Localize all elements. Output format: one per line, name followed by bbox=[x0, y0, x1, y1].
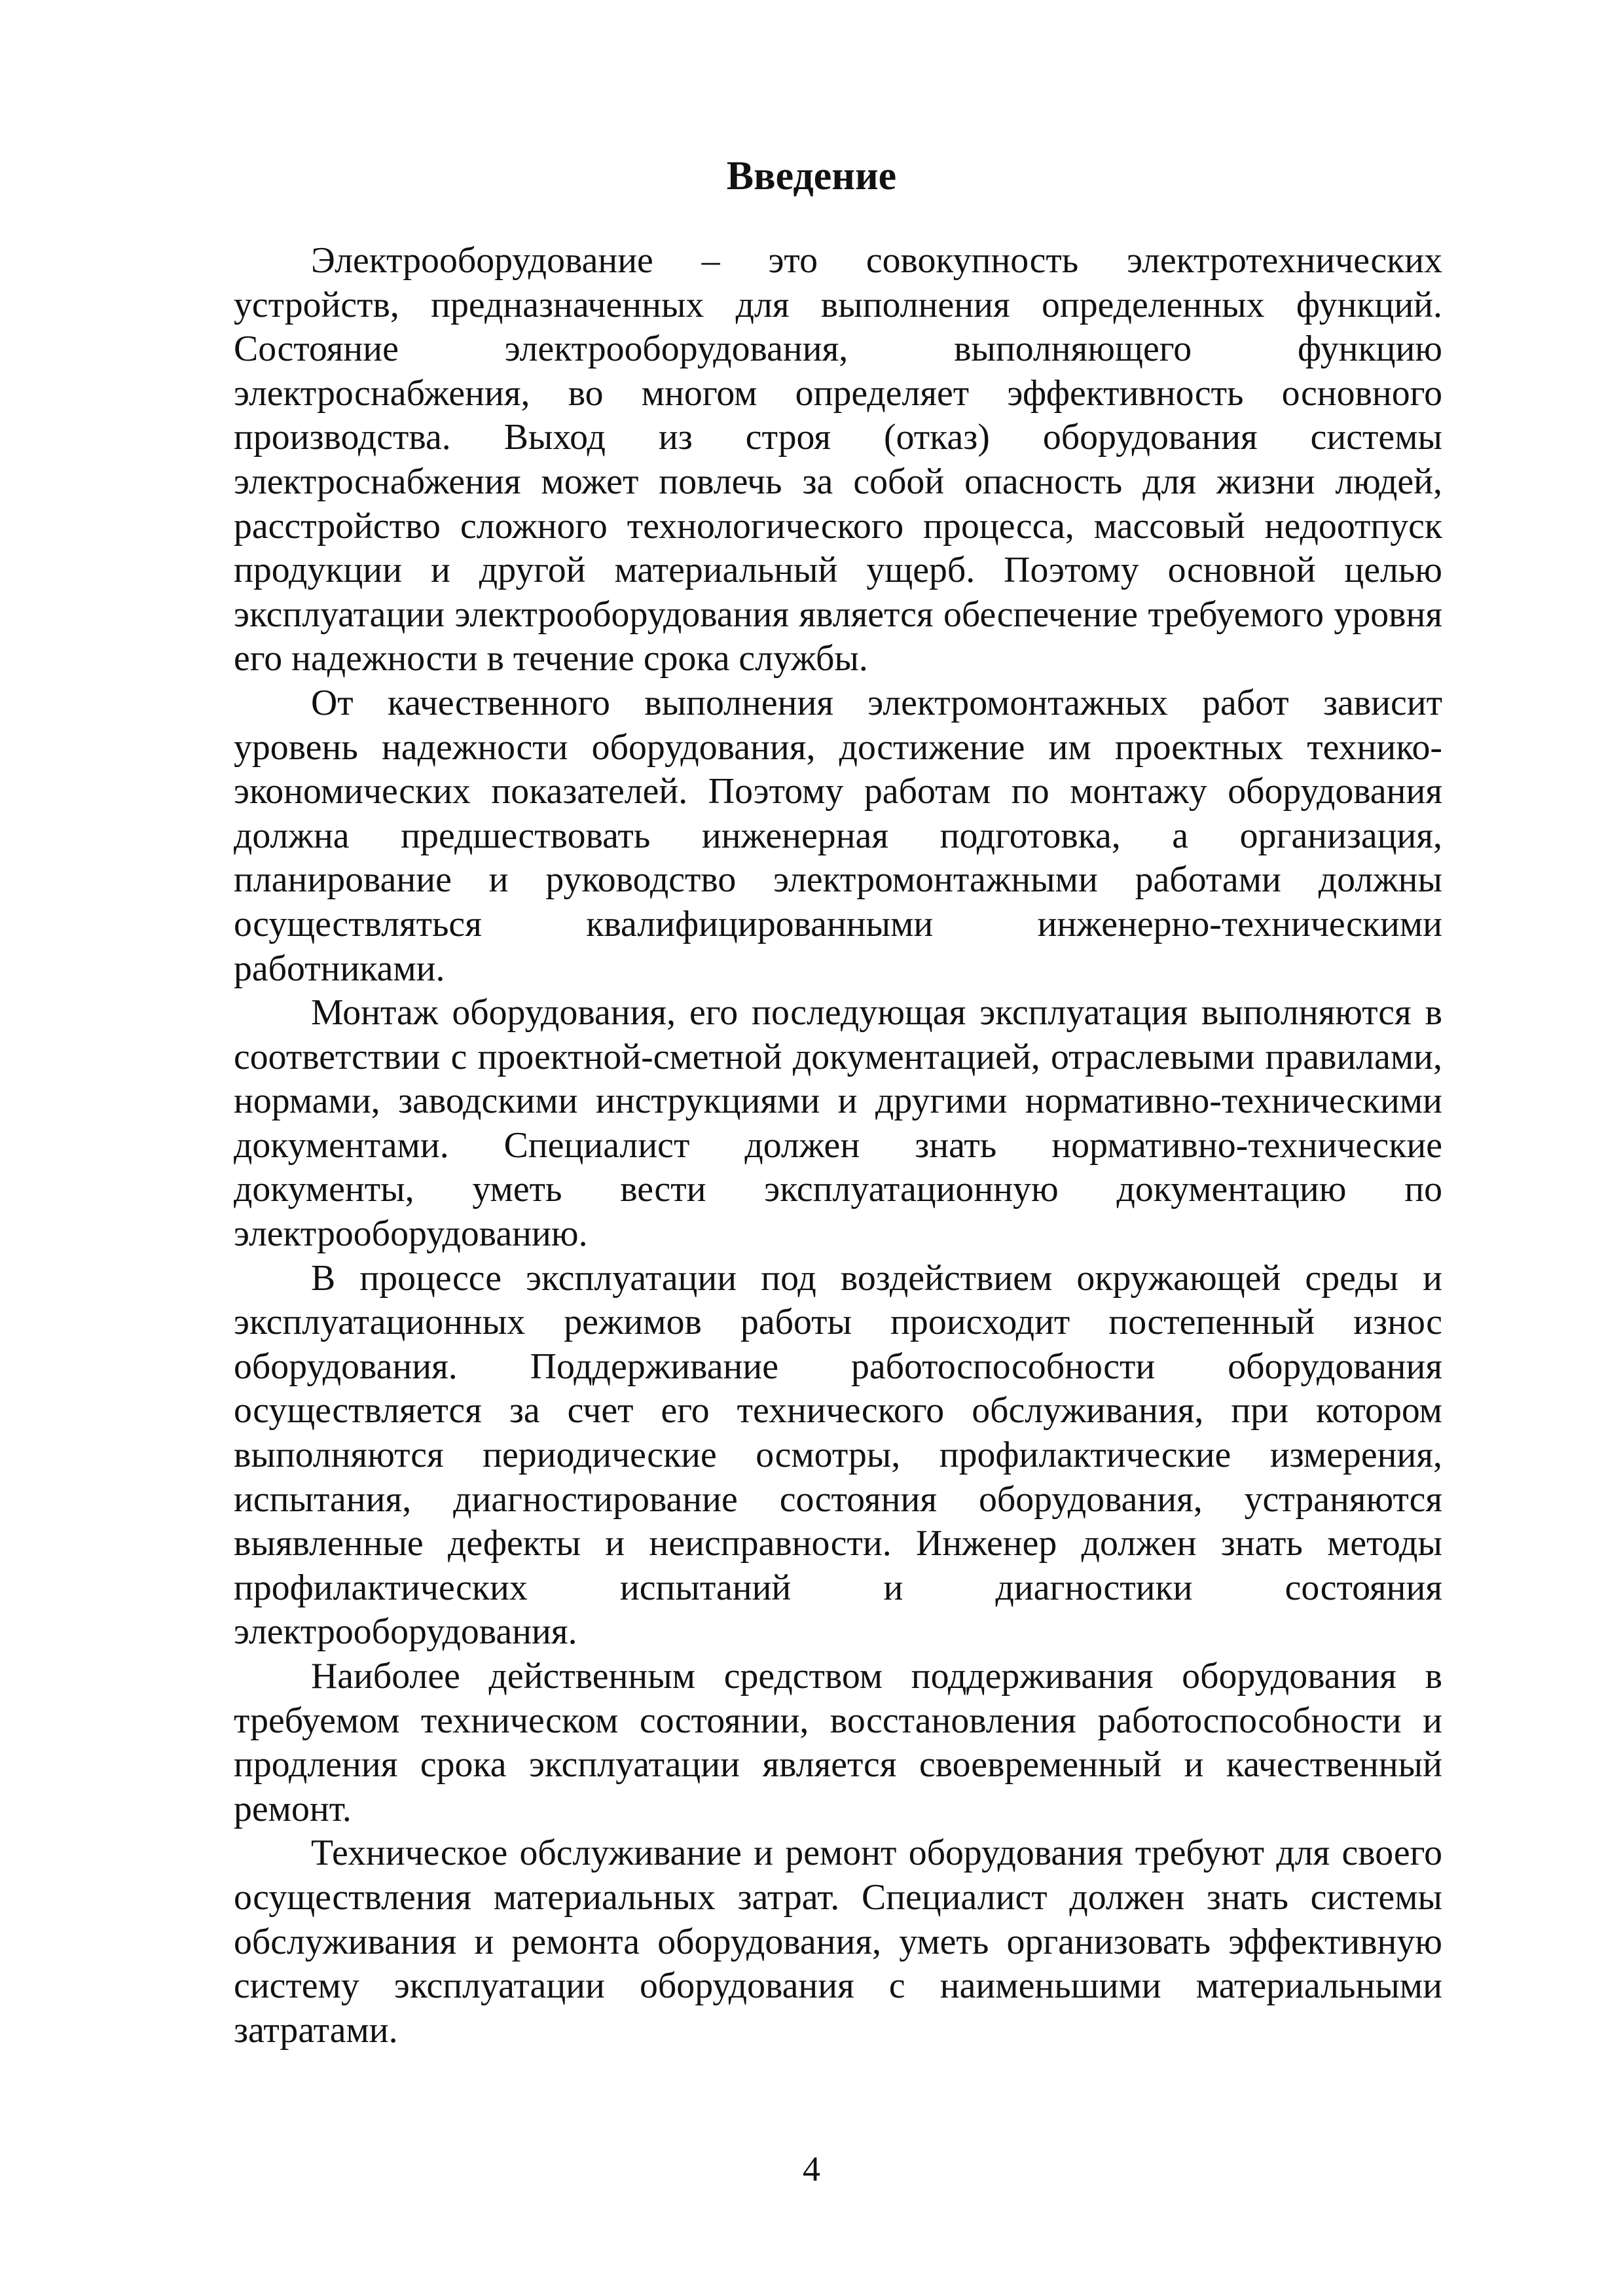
paragraph-6: Техническое обслуживание и ремонт оборудования требуют для своего осуществления материальных затрат. Специалист должен знать системы обслуживания и ремонта оборудования, уметь организовать эффективную систему эксплуатации оборудования с наименьшими материальными затратами. bbox=[234, 1833, 1442, 2051]
paragraph-2: От качественного выполнения электромонтажных работ зависит уровень надежности оборудования, достижение им проектных технико-экономических показателей. Поэтому работам по монтажу оборудования должна предшествовать инженерная подготовка, а организация, планирование и руководство электромонтажными работами должны осуществляться квалифицированными инженерно-техническими работниками. bbox=[234, 682, 1442, 989]
paragraph-1: Электрооборудование – это совокупность электротехнических устройств, предназначенных для выполнения определенных функций. Состояние электрооборудования, выполняющего функцию электроснабжения, во многом определяет эффективность основного производства. Выход из строя (отказ) оборудования системы электроснабжения может повлечь за собой опасность для жизни людей, расстройство сложного технологического процесса, массовый недоотпуск продукции и другой материальный ущерб. Поэтому основной целью эксплуатации электрооборудования является обеспечение требуемого уровня его надежности в течение срока службы. bbox=[234, 240, 1442, 679]
page-number: 4 bbox=[803, 2149, 820, 2189]
paragraph-5: Наиболее действенным средством поддерживания оборудования в требуемом техническом состоянии, восстановления работоспособности и продления срока эксплуатации является своевременный и качественный ремонт. bbox=[234, 1656, 1442, 1829]
paragraph-4: В процессе эксплуатации под воздействием окружающей среды и эксплуатационных режимов работы происходит постепенный износ оборудования. Поддерживание работоспособности оборудования осуществляется за счет его технического обслуживания, при котором выполняются периодические осмотры, профилактические измерения, испытания, диагностирование состояния оборудования, устраняются выявленные дефекты и неисправности. Инженер должен знать методы профилактических испытаний и диагностики состояния электрооборудования. bbox=[234, 1257, 1442, 1653]
body-text bbox=[234, 239, 1442, 2053]
paragraph-3: Монтаж оборудования, его последующая эксплуатация выполняются в соответствии с проектной-сметной документацией, отраслевыми правилами, нормами, заводскими инструкциями и другими нормативно-техническими документами. Специалист должен знать нормативно-технические документы, уметь вести эксплуатационную документацию по электрооборудованию. bbox=[234, 992, 1442, 1255]
page-title: Введение bbox=[726, 154, 897, 198]
